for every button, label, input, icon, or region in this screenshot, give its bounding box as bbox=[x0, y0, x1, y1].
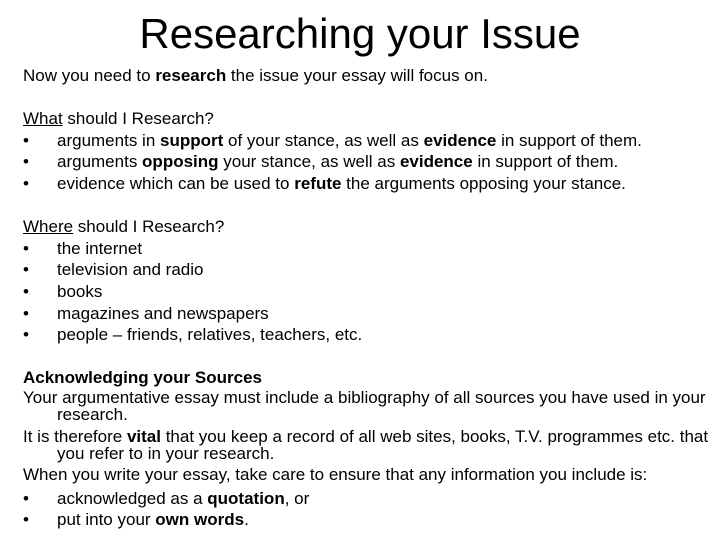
bullet-icon: • bbox=[23, 260, 29, 280]
sources-paragraph-1: Your argumentative essay must include a bibliography of all sources you have used in your research. bbox=[23, 387, 706, 424]
where-item-text: the internet bbox=[57, 238, 143, 258]
what-item-text: your stance, as well as bbox=[218, 152, 400, 172]
what-item-bold: opposing bbox=[142, 152, 219, 172]
sources-heading bbox=[23, 367, 713, 389]
where-item-text: books bbox=[57, 281, 103, 301]
where-heading-underlined: Where bbox=[23, 217, 74, 237]
bullet-icon: • bbox=[23, 510, 29, 530]
sources-heading-text: Acknowledging your Sources bbox=[23, 368, 262, 388]
what-heading bbox=[23, 108, 713, 130]
sources-item bbox=[23, 488, 713, 510]
what-item-bold: refute bbox=[294, 173, 342, 193]
sources-item-bold: own words bbox=[155, 510, 245, 530]
where-item bbox=[23, 324, 713, 346]
what-heading-rest: should I Research? bbox=[62, 109, 214, 129]
bullet-icon: • bbox=[23, 173, 29, 193]
where-item bbox=[23, 238, 713, 260]
where-item-text: people – friends, relatives, teachers, etc. bbox=[57, 325, 363, 345]
what-item-text: in support of them. bbox=[496, 130, 642, 150]
where-item-text: magazines and newspapers bbox=[57, 303, 269, 323]
where-heading bbox=[23, 216, 713, 238]
where-item bbox=[23, 303, 713, 325]
intro-pre: Now you need to bbox=[23, 66, 156, 85]
bullet-icon: • bbox=[23, 130, 29, 150]
what-item-text: evidence which can be used to bbox=[57, 173, 295, 193]
where-heading-rest: should I Research? bbox=[73, 217, 225, 237]
sources-paragraph-3: When you write your essay, take care to ensure that any information you include is: bbox=[23, 465, 648, 485]
intro-text bbox=[23, 65, 713, 87]
bullet-icon: • bbox=[23, 488, 29, 508]
sources-paragraph-2 bbox=[23, 428, 713, 462]
what-item-bold: evidence bbox=[423, 130, 497, 150]
sources-item-text: acknowledged as a bbox=[57, 488, 208, 508]
what-heading-underlined: What bbox=[23, 109, 63, 129]
where-item bbox=[23, 281, 713, 303]
slide-body bbox=[23, 65, 713, 531]
what-item-text: the arguments opposing your stance. bbox=[341, 173, 626, 193]
where-item-text: television and radio bbox=[57, 260, 204, 280]
sources-item-text: , or bbox=[284, 488, 310, 508]
bullet-icon: • bbox=[23, 303, 29, 323]
what-item bbox=[23, 151, 713, 173]
sources-para2-post: that you keep a record of all web sites, books, T.V. programmes etc. that you refer to in your research. bbox=[57, 426, 709, 463]
what-item-bold: support bbox=[160, 130, 224, 150]
what-item-text: of your stance, as well as bbox=[223, 130, 424, 150]
sources-para2-bold: vital bbox=[126, 426, 161, 446]
sources-item-bold: quotation bbox=[207, 488, 285, 508]
bullet-icon: • bbox=[23, 281, 29, 301]
sources-item bbox=[23, 509, 713, 531]
what-item-text: arguments in bbox=[57, 130, 160, 150]
bullet-icon: • bbox=[23, 325, 29, 345]
sources-item-text: put into your bbox=[57, 510, 156, 530]
what-item bbox=[23, 173, 713, 195]
slide-title: Researching your Issue bbox=[139, 10, 581, 57]
where-item bbox=[23, 259, 713, 281]
sources-item-text: . bbox=[244, 510, 249, 530]
what-item-text: in support of them. bbox=[472, 152, 619, 172]
intro-post: the issue your essay will focus on. bbox=[226, 66, 488, 85]
bullet-icon: • bbox=[23, 238, 29, 258]
what-item bbox=[23, 130, 713, 152]
what-item-text: arguments bbox=[57, 152, 143, 172]
intro-bold: research bbox=[155, 66, 227, 85]
bullet-icon: • bbox=[23, 152, 29, 172]
what-item-bold: evidence bbox=[399, 152, 473, 172]
sources-para2-pre: It is therefore bbox=[23, 426, 127, 446]
